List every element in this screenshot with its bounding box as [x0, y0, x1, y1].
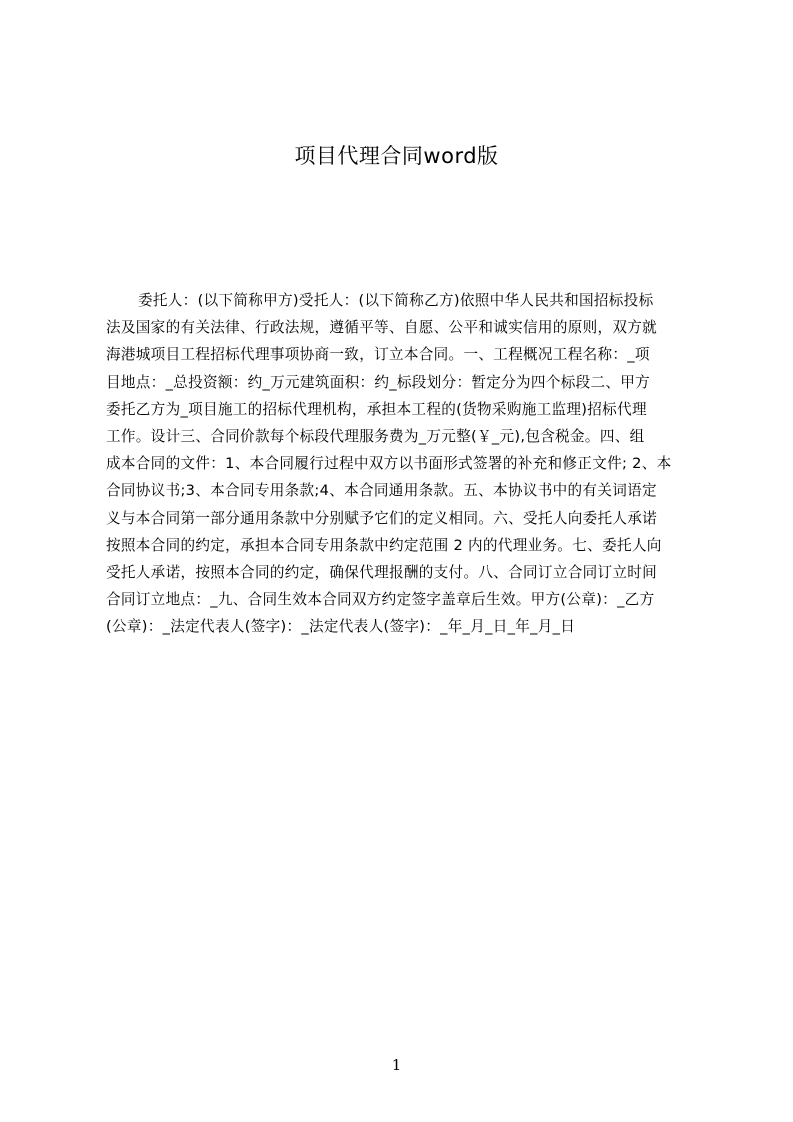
document-title: 项目代理合同word版 — [294, 144, 499, 168]
paragraph-line: 成本合同的文件：1、本合同履行过程中双方以书面形式签署的补充和修正文件; 2、本 — [106, 455, 672, 473]
paragraph-line: 海港城项目工程招标代理事项协商一致，订立本合同。一、工程概况工程名称：_项 — [106, 346, 650, 364]
paragraph-line: 目地点：_总投资额：约_万元建筑面积：约_标段划分：暂定分为四个标段二、甲方 — [106, 373, 651, 391]
page-number: 1 — [391, 1056, 402, 1074]
paragraph-line: 委托乙方为_项目施工的招标代理机构，承担本工程的(货物采购施工监理)招标代理 — [106, 400, 647, 418]
paragraph-line: 委托人：(以下简称甲方)受托人：(以下简称乙方)依照中华人民共和国招标投标 — [138, 292, 654, 309]
paragraph-line: 按照本合同的约定，承担本合同专用条款中约定范围 2 内的代理业务。七、委托人向 — [106, 536, 662, 554]
paragraph-line: 合同协议书;3、本合同专用条款;4、本合同通用条款。五、本协议书中的有关词语定 — [106, 482, 657, 500]
paragraph-line: 法及国家的有关法律、行政法规，遵循平等、自愿、公平和诚实信用的原则，双方就 — [106, 319, 658, 337]
paragraph-line: 合同订立地点：_九、合同生效本合同双方约定签字盖章后生效。甲方(公章)：_乙方 — [106, 591, 655, 609]
paragraph-line: 义与本合同第一部分通用条款中分别赋予它们的定义相同。六、受托人向委托人承诺 — [106, 509, 658, 527]
paragraph-line: (公章)：_法定代表人(签字)：_法定代表人(签字)：_年_月_日_年_月_日 — [106, 618, 576, 636]
paragraph-line: 工作。设计三、合同价款每个标段代理服务费为_万元整(￥_元),包含税金。四、组 — [106, 427, 645, 445]
contract-body-paragraph — [106, 287, 698, 640]
paragraph-line: 受托人承诺，按照本合同的约定，确保代理报酬的支付。八、合同订立合同订立时间 — [106, 563, 658, 581]
